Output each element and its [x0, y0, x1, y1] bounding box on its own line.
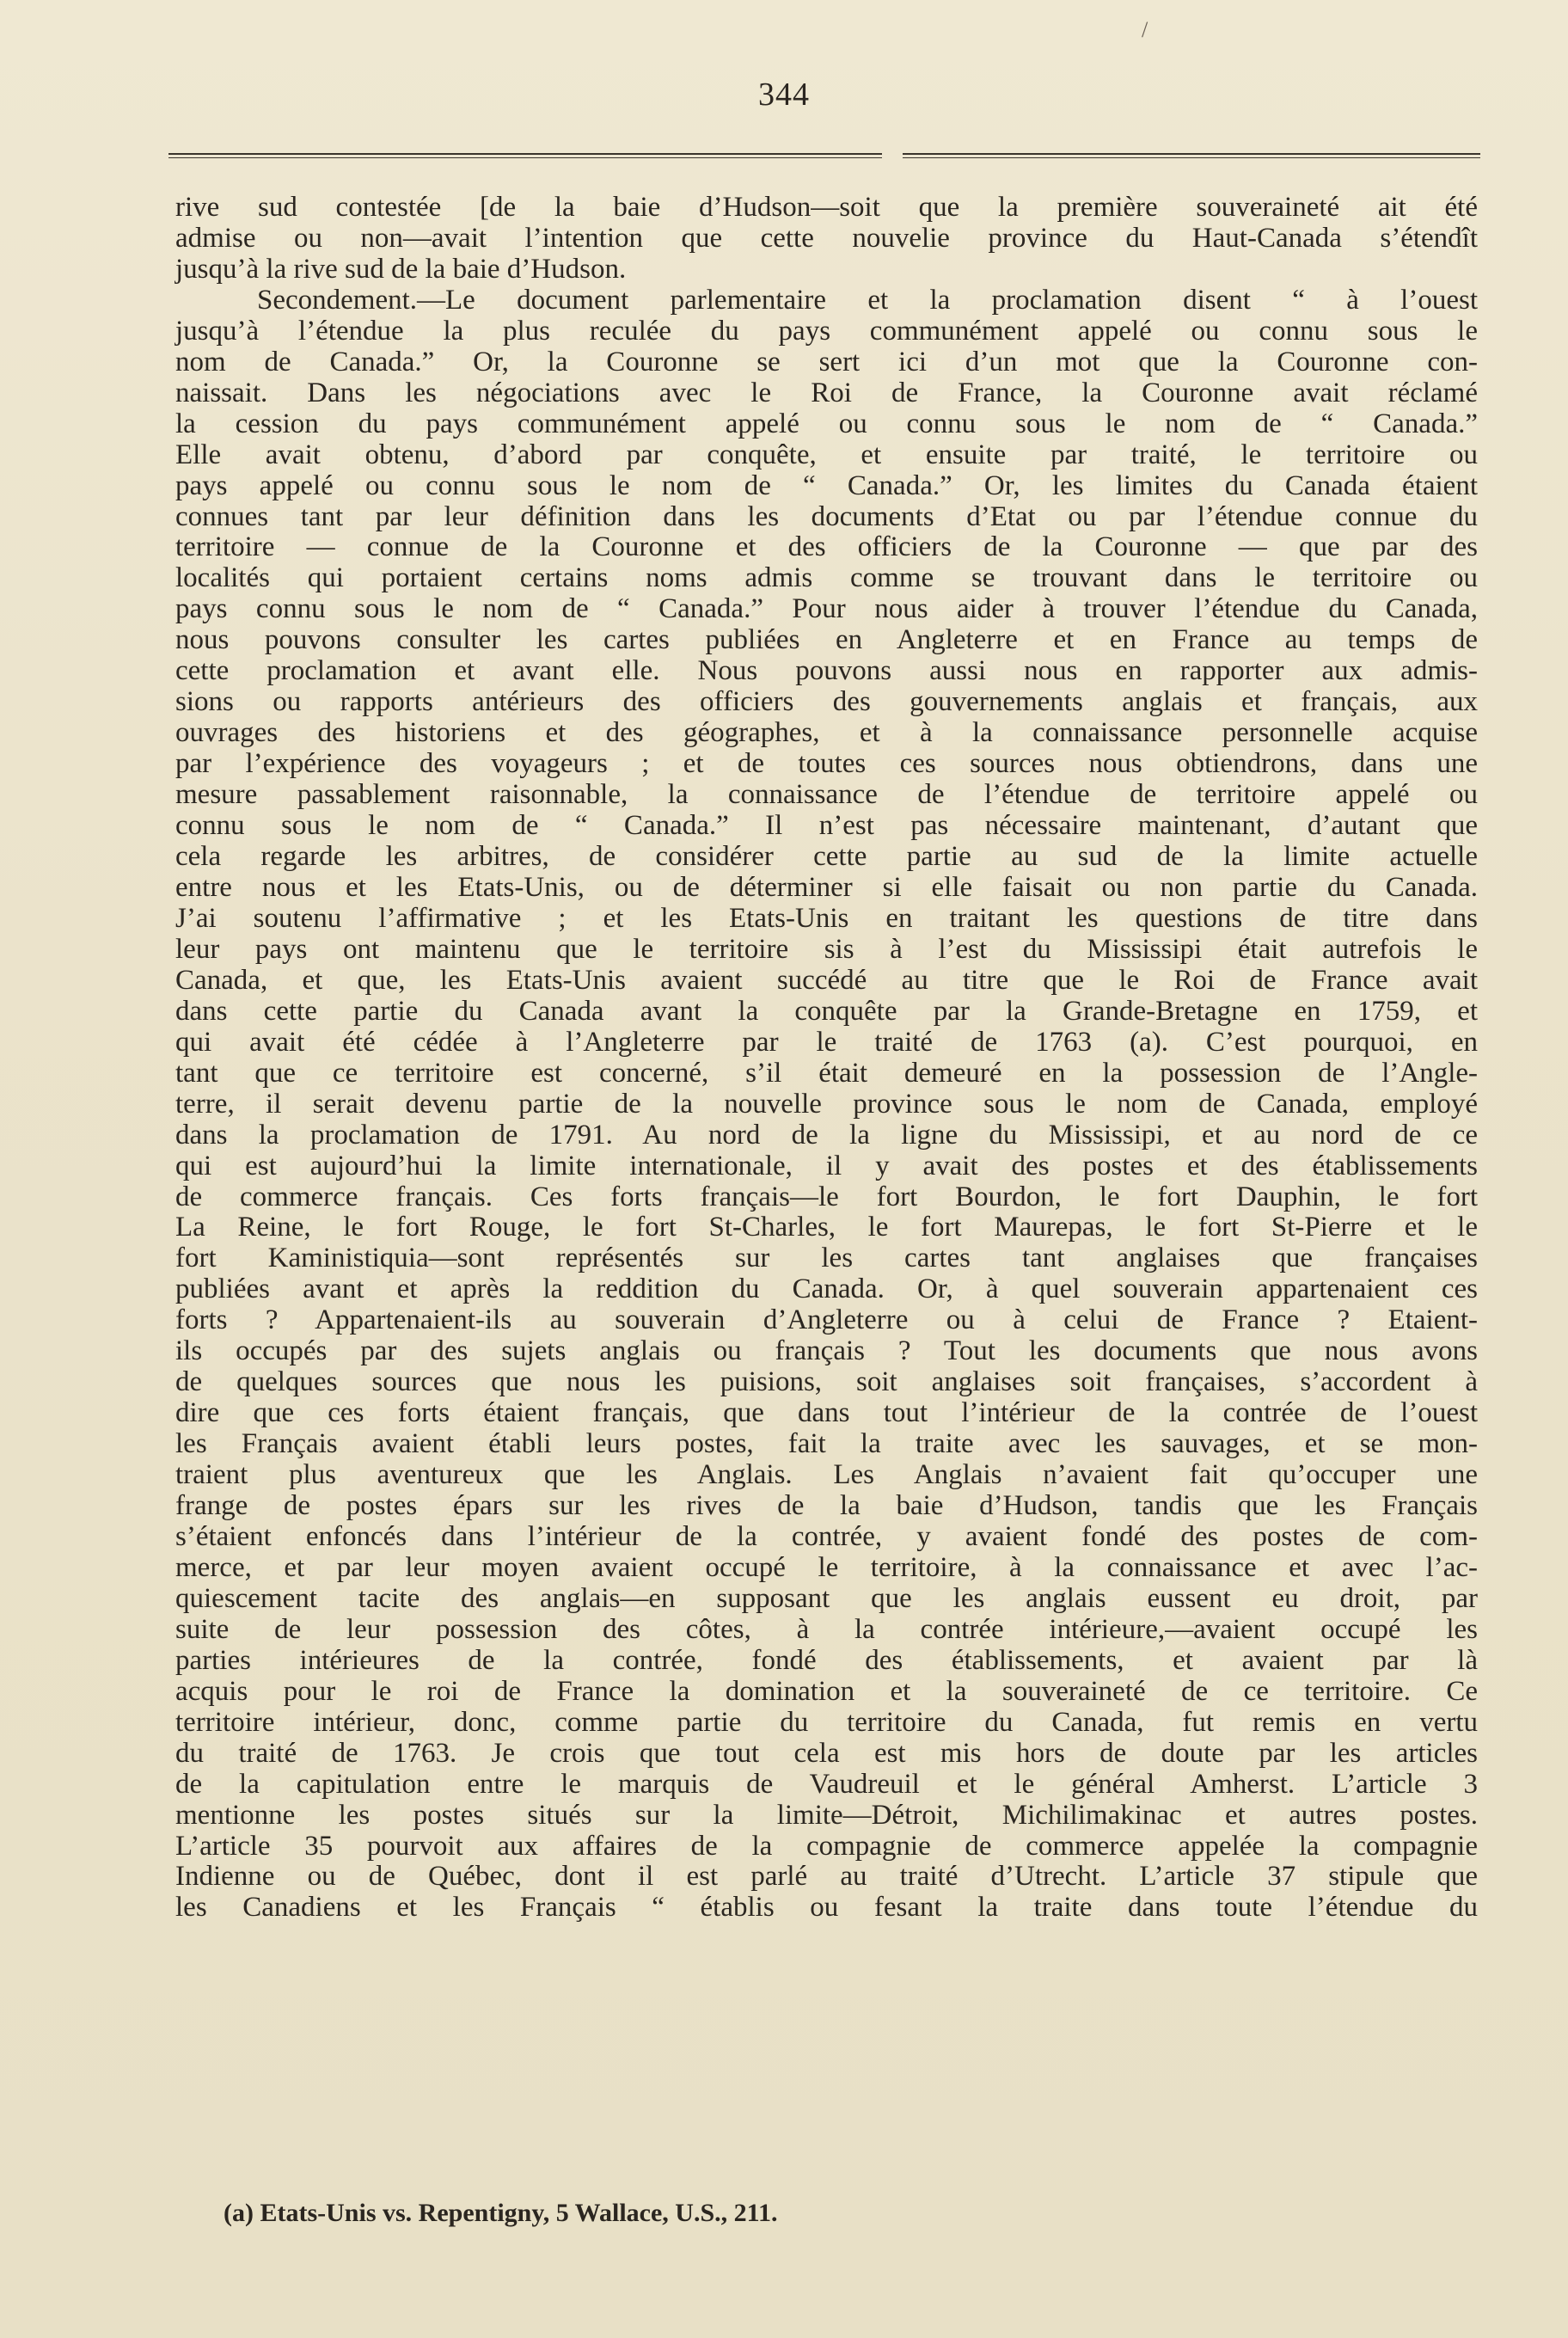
text-line: suite de leur possession des côtes, à la contrée intérieure,—avaient occupé les: [175, 1613, 1478, 1645]
page-number: 344: [758, 77, 810, 113]
text-line: acquis pour le roi de France la domination et la souveraineté de ce territoire. Ce: [175, 1675, 1478, 1707]
text-line: frange de postes épars sur les rives de la baie d’Hudson, tandis que les Français: [175, 1490, 1478, 1522]
text-line: admise ou non—avait l’intention que cette nouvelie province du Haut-Canada s’étendît: [175, 222, 1478, 254]
header-rule-left: [168, 153, 882, 158]
text-line: connues tant par leur définition dans les documents d’Etat ou par l’étendue connue du: [175, 500, 1478, 532]
text-line: quiescement tacite des anglais—en supposant que les anglais eussent eu droit, par: [175, 1582, 1478, 1614]
text-line: rive sud contestée [de la baie d’Hudson—soit que la première souveraineté ait été: [175, 192, 1478, 223]
text-line: les Canadiens et les Français “ établis ou fesant la traite dans toute l’étendue du: [175, 1892, 1478, 1924]
text-line: dire que ces forts étaient français, que dans tout l’intérieur de la contrée de l’ouest: [175, 1397, 1478, 1429]
text-line: jusqu’à l’étendue la plus reculée du pays communément appelé ou connu sous le: [175, 315, 1478, 347]
text-line: Secondement.—Le document parlementaire et la proclamation disent “ à l’ouest: [257, 284, 1478, 316]
text-line: nous pouvons consulter les cartes publiées en Angleterre et en France au temps de: [175, 624, 1478, 656]
text-line: localités qui portaient certains noms admis comme se trouvant dans le territoire ou: [175, 562, 1478, 594]
text-line: jusqu’à la rive sud de la baie d’Hudson.: [175, 253, 627, 285]
text-line: les Français avaient établi leurs postes, fait la traite avec les sauvages, et se mon-: [175, 1428, 1478, 1460]
text-line: J’ai soutenu l’affirmative ; et les Etats-Unis en traitant les questions de titre dans: [175, 902, 1478, 934]
text-line: dans la proclamation de 1791. Au nord de la ligne du Mississipi, et au nord de ce: [175, 1119, 1478, 1151]
text-line: ouvrages des historiens et des géographes, et à la connaissance personnelle acquise: [175, 717, 1478, 749]
text-line: tant que ce territoire est concerné, s’il était demeuré en la possession de l’Angle-: [175, 1057, 1478, 1089]
text-line: La Reine, le fort Rouge, le fort St-Charles, le fort Maurepas, le fort St-Pierre et le: [175, 1212, 1478, 1243]
text-line: Indienne ou de Québec, dont il est parlé au traité d’Utrecht. L’article 37 stipule que: [175, 1861, 1478, 1893]
text-line: nom de Canada.” Or, la Couronne se sert ici d’un mot que la Couronne con-: [175, 346, 1478, 377]
text-line: ils occupés par des sujets anglais ou français ? Tout les documents que nous avons: [175, 1335, 1478, 1367]
text-line: publiées avant et après la reddition du Canada. Or, à quel souverain appartenaient ces: [175, 1273, 1478, 1305]
text-line: qui est aujourd’hui la limite internationale, il y avait des postes et des établissements: [175, 1150, 1478, 1181]
text-line: de quelques sources que nous les puisions, soit anglaises soit françaises, s’accordent à: [175, 1366, 1478, 1398]
text-line: naissait. Dans les négociations avec le Roi de France, la Couronne avait réclamé: [175, 377, 1478, 408]
text-line: cette proclamation et avant elle. Nous pouvons aussi nous en rapporter aux admis-: [175, 655, 1478, 687]
text-line: traient plus aventureux que les Anglais. Les Anglais n’avaient fait qu’occuper une: [175, 1459, 1478, 1491]
text-line: pays appelé ou connu sous le nom de “ Canada.” Or, les limites du Canada étaient: [175, 469, 1478, 501]
body-text: [175, 193, 1478, 1924]
text-line: mesure passablement raisonnable, la connaissance de l’étendue de territoire appelé ou: [175, 779, 1478, 811]
text-line: terre, il serait devenu partie de la nouvelle province sous le nom de Canada, employé: [175, 1088, 1478, 1120]
text-line: leur pays ont maintenu que le territoire sis à l’est du Mississipi était autrefois le: [175, 933, 1478, 965]
text-line: s’étaient enfoncés dans l’intérieur de la contrée, y avaient fondé des postes de com-: [175, 1520, 1478, 1552]
footnote: (a) Etats-Unis vs. Repentigny, 5 Wallace, U.S., 211.: [224, 2199, 778, 2227]
text-line: territoire intérieur, donc, comme partie du territoire du Canada, fut remis en vertu: [175, 1706, 1478, 1738]
text-line: merce, et par leur moyen avaient occupé le territoire, à la connaissance et avec l’ac-: [175, 1551, 1478, 1583]
text-line: dans cette partie du Canada avant la conquête par la Grande-Bretagne en 1759, et: [175, 995, 1478, 1027]
text-line: entre nous et les Etats-Unis, ou de déterminer si elle faisait ou non partie du Canada.: [175, 871, 1478, 903]
text-line: connu sous le nom de “ Canada.” Il n’est pas nécessaire maintenant, d’autant que: [175, 810, 1478, 842]
text-line: par l’expérience des voyageurs ; et de toutes ces sources nous obtiendrons, dans une: [175, 748, 1478, 780]
text-line: L’article 35 pourvoit aux affaires de la compagnie de commerce appelée la compagnie: [175, 1830, 1478, 1862]
text-line: mentionne les postes situés sur la limite—Détroit, Michilimakinac et autres postes.: [175, 1799, 1478, 1831]
text-line: pays connu sous le nom de “ Canada.” Pour nous aider à trouver l’étendue du Canada,: [175, 593, 1478, 625]
text-line: cela regarde les arbitres, de considérer cette partie au sud de la limite actuelle: [175, 841, 1478, 873]
stray-mark: /: [1142, 17, 1148, 42]
text-line: Elle avait obtenu, d’abord par conquête, et ensuite par traité, le territoire ou: [175, 439, 1478, 470]
text-line: la cession du pays communément appelé ou connu sous le nom de “ Canada.”: [175, 408, 1478, 439]
text-line: fort Kaministiquia—sont représentés sur les cartes tant anglaises que françaises: [175, 1243, 1478, 1274]
text-line: parties intérieures de la contrée, fondé des établissements, et avaient par là: [175, 1644, 1478, 1676]
text-line: sions ou rapports antérieurs des officiers des gouvernements anglais et français, aux: [175, 686, 1478, 718]
text-line: forts ? Appartenaient-ils au souverain d’Angleterre ou à celui de France ? Etaient-: [175, 1304, 1478, 1336]
text-line: qui avait été cédée à l’Angleterre par le traité de 1763 (a). C’est pourquoi, en: [175, 1026, 1478, 1058]
text-line: du traité de 1763. Je crois que tout cela est mis hors de doute par les articles: [175, 1737, 1478, 1769]
text-line: territoire — connue de la Couronne et des officiers de la Couronne — que par des: [175, 531, 1478, 563]
text-line: Canada, et que, les Etats-Unis avaient succédé au titre que le Roi de France avait: [175, 964, 1478, 996]
text-line: de commerce français. Ces forts français—le fort Bourdon, le fort Dauphin, le fort: [175, 1181, 1478, 1212]
text-line: de la capitulation entre le marquis de Vaudreuil et le général Amherst. L’article 3: [175, 1768, 1478, 1800]
header-rule-right: [903, 153, 1480, 158]
